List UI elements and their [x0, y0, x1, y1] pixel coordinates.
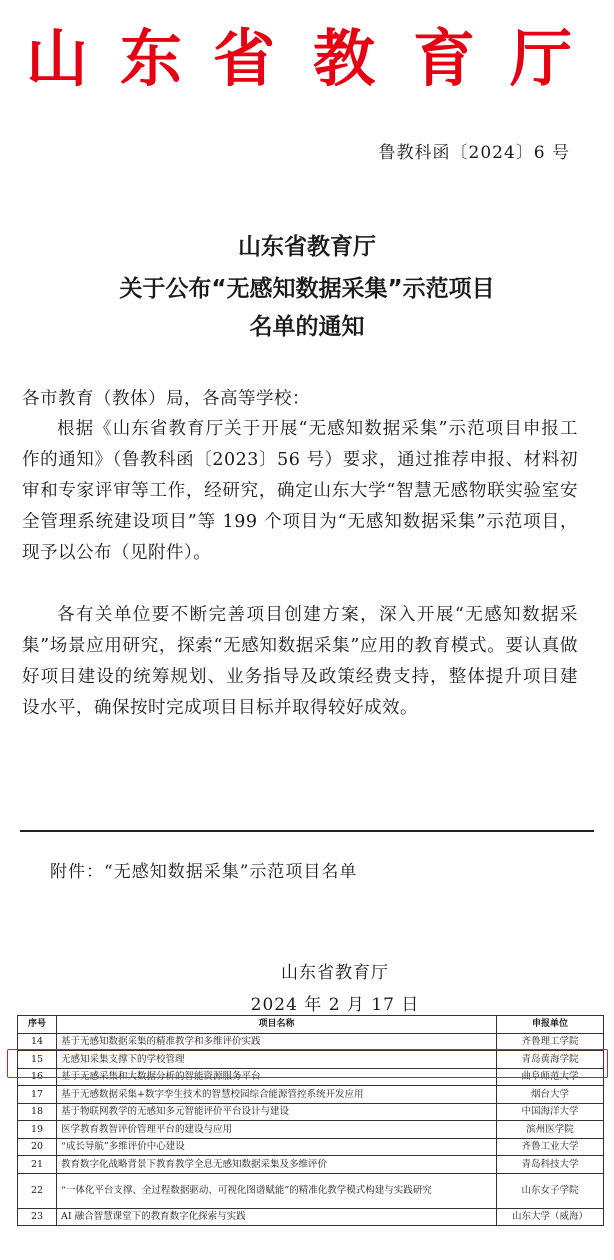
row-number: 22 [18, 1173, 57, 1208]
row-project: 基于无感知数据采集的精准教学和多维评价实践 [57, 1033, 497, 1051]
document-number: 鲁教科函〔2024〕6 号 [378, 143, 570, 163]
header-unit: 申报单位 [497, 1016, 604, 1034]
row-project: 基于无感采集和大数据分析的智能资源服务平台 [57, 1068, 497, 1086]
row-number: 21 [18, 1156, 57, 1174]
row-unit: 山东女子学院 [497, 1173, 604, 1208]
row-unit: 曲阜师范大学 [497, 1068, 604, 1086]
row-unit: 齐鲁理工学院 [497, 1033, 604, 1051]
header-number: 序号 [18, 1016, 57, 1034]
table-row [18, 1173, 604, 1208]
row-unit: 中国海洋大学 [497, 1103, 604, 1121]
row-unit: 青岛黄海学院 [497, 1051, 604, 1069]
row-number: 14 [18, 1033, 57, 1051]
row-project: 医学教育教智评价管理平台的建设与应用 [57, 1121, 497, 1139]
table-header-row [18, 1016, 604, 1034]
table-row [18, 1103, 604, 1121]
salutation: 各市教育（教体）局，各高等学校： [22, 389, 310, 409]
masthead-char: 厅 [510, 22, 573, 95]
row-number: 23 [18, 1208, 57, 1226]
table-row [18, 1086, 604, 1104]
row-number: 20 [18, 1138, 57, 1156]
row-unit: 烟台大学 [497, 1086, 604, 1104]
masthead-char: 教 [313, 22, 376, 95]
row-number: 16 [18, 1068, 57, 1086]
row-unit: 青岛科技大学 [497, 1156, 604, 1174]
row-number: 18 [18, 1103, 57, 1121]
row-unit: 山东大学（威海） [497, 1208, 604, 1226]
attachment-label: 附件：“无感知数据采集”示范项目名单 [50, 862, 358, 882]
table-row [18, 1033, 604, 1051]
row-highlight-box [7, 1049, 608, 1078]
masthead-char: 山 [26, 22, 89, 95]
row-unit: 滨州医学院 [497, 1121, 604, 1139]
masthead-char: 省 [213, 22, 276, 95]
table-row [18, 1156, 604, 1174]
row-project: 基于无感数据采集+数字孪生技术的智慧校园综合能源管控系统开发应用 [57, 1086, 497, 1104]
row-number: 17 [18, 1086, 57, 1104]
masthead-char: 育 [413, 22, 476, 95]
paragraph-1: 根据《山东省教育厅关于开展“无感知数据采集”示范项目申报工作的通知》（鲁教科函〔2023〕56 号）要求，通过推荐申报、材料初审和专家评审等工作，经研究，确定山东大学“智慧无感物联实验室安全管理系统建设项目”等 199 个项目为“无感知数据采集”示范项目，现予以公布（见附件）。 [22, 419, 578, 563]
signature-org: 山东省教育厅 [281, 963, 389, 983]
header-project: 项目名称 [57, 1016, 497, 1034]
row-number: 19 [18, 1121, 57, 1139]
masthead [0, 22, 614, 102]
row-project: AI 融合智慧课堂下的教育数字化探索与实践 [57, 1208, 497, 1226]
row-project: “成长导航”多维评价中心建设 [57, 1138, 497, 1156]
project-table [17, 1015, 604, 1226]
row-project: “一体化平台支撑、全过程数据驱动、可视化图谱赋能”的精准化教学模式构建与实践研究 [57, 1173, 497, 1208]
title-line-1: 山东省教育厅 [238, 234, 376, 260]
table-row [18, 1121, 604, 1139]
title-line-2: 关于公布“无感知数据采集”示范项目 [119, 276, 495, 302]
title-line-3: 名单的通知 [249, 314, 365, 340]
row-number: 15 [18, 1051, 57, 1069]
table-row [18, 1138, 604, 1156]
divider [20, 830, 594, 832]
row-project: 基于物联网教学的无感知多元智能评价平台设计与建设 [57, 1103, 497, 1121]
table-row [18, 1208, 604, 1226]
masthead-char: 东 [120, 22, 183, 95]
row-unit: 齐鲁工业大学 [497, 1138, 604, 1156]
row-project: 教育数字化战略背景下教育教学全息无感知数据采集及多维评价 [57, 1156, 497, 1174]
signature-date: 2024 年 2 月 17 日 [250, 995, 420, 1015]
paragraph-2: 各有关单位要不断完善项目创建方案，深入开展“无感知数据采集”场景应用研究，探索“无感知数据采集”应用的教育模式。要认真做好项目建设的统筹规划、业务指导及政策经费支持，整体提升项目建设水平，确保按时完成项目目标并取得较好成效。 [22, 605, 578, 718]
row-project: 无感知采集支撑下的学校管理 [57, 1051, 497, 1069]
